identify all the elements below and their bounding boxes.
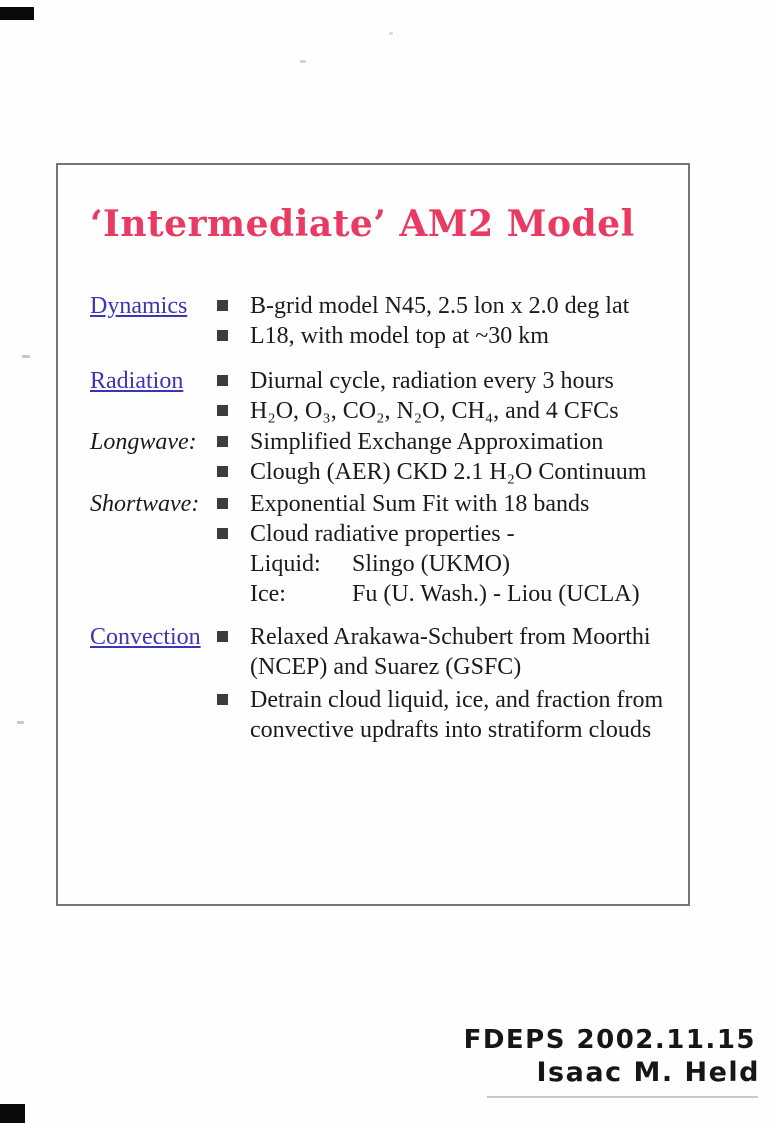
longwave-items <box>217 427 672 487</box>
bullet-text: Cloud radiative properties - <box>250 521 515 547</box>
scan-speck <box>389 32 393 35</box>
convection-items <box>217 622 672 745</box>
section-label-longwave: Longwave: <box>90 429 197 455</box>
bullet-item <box>217 366 672 396</box>
bullet-square-icon <box>217 694 228 705</box>
bullet-item <box>217 427 672 457</box>
bullet-square-icon <box>217 631 228 642</box>
bullet-item <box>217 321 672 351</box>
section-label-dynamics[interactable]: Dynamics <box>90 293 188 319</box>
bullet-square-icon <box>217 300 228 311</box>
slide-title: ‘Intermediate’ AM2 Model <box>90 203 635 245</box>
scan-speck <box>300 60 306 63</box>
bullet-text: Exponential Sum Fit with 18 bands <box>250 491 590 517</box>
shortwave-items <box>217 489 672 609</box>
handwritten-annotation <box>464 1024 760 1090</box>
bullet-text: Relaxed Arakawa-Schubert from Moorthi (NCEP) and Suarez (GSFC) <box>250 624 651 680</box>
bullet-item <box>217 396 672 426</box>
bullet-item <box>217 685 672 745</box>
bullet-text: B-grid model N45, 2.5 lon x 2.0 deg lat <box>250 293 630 319</box>
bullet-square-icon <box>217 528 228 539</box>
scan-artifact-top-left <box>0 7 34 20</box>
bullet-item <box>217 291 672 321</box>
dynamics-items <box>217 291 672 351</box>
section-label-convection[interactable]: Convection <box>90 624 201 650</box>
ice-label: Ice: <box>250 581 286 607</box>
bullet-square-icon <box>217 436 228 447</box>
ice-value: Fu (U. Wash.) - Liou (UCLA) <box>352 581 640 607</box>
slide-frame <box>56 163 690 906</box>
section-label-radiation[interactable]: Radiation <box>90 368 184 394</box>
bullet-item <box>217 519 672 549</box>
bullet-text: Detrain cloud liquid, ice, and fraction from convective updrafts into stratiform clouds <box>250 687 664 743</box>
bullet-item <box>217 457 672 487</box>
bullet-square-icon <box>217 375 228 386</box>
handwritten-author: Isaac M. Held <box>536 1057 760 1088</box>
cloud-ice-row <box>217 579 672 609</box>
radiation-items <box>217 366 672 426</box>
bullet-text: Diurnal cycle, radiation every 3 hours <box>250 368 614 394</box>
bullet-square-icon <box>217 498 228 509</box>
bullet-text: L18, with model top at ~30 km <box>250 323 549 349</box>
scan-speck <box>17 721 24 724</box>
scan-artifact-bottom-left <box>0 1104 25 1123</box>
liquid-value: Slingo (UKMO) <box>352 551 511 577</box>
bullet-square-icon <box>217 466 228 477</box>
cloud-liquid-row <box>217 549 672 579</box>
section-dynamics <box>90 291 680 351</box>
bullet-text: Clough (AER) CKD 2.1 H₂O Continuum <box>250 459 647 485</box>
faint-scan-line <box>487 1096 758 1098</box>
bullet-text: H₂O, O₃, CO₂, N₂O, CH₄, and 4 CFCs <box>250 398 619 424</box>
bullet-item <box>217 622 672 682</box>
liquid-label: Liquid: <box>250 551 321 577</box>
handwritten-date: FDEPS 2002.11.15 <box>463 1025 756 1055</box>
bullet-square-icon <box>217 330 228 341</box>
bullet-item <box>217 489 672 519</box>
section-label-shortwave: Shortwave: <box>90 491 200 517</box>
section-shortwave <box>90 489 680 609</box>
section-longwave <box>90 427 680 487</box>
scan-speck <box>22 355 30 358</box>
section-convection <box>90 622 680 745</box>
bullet-square-icon <box>217 405 228 416</box>
section-radiation <box>90 366 680 426</box>
bullet-text: Simplified Exchange Approximation <box>250 429 604 455</box>
